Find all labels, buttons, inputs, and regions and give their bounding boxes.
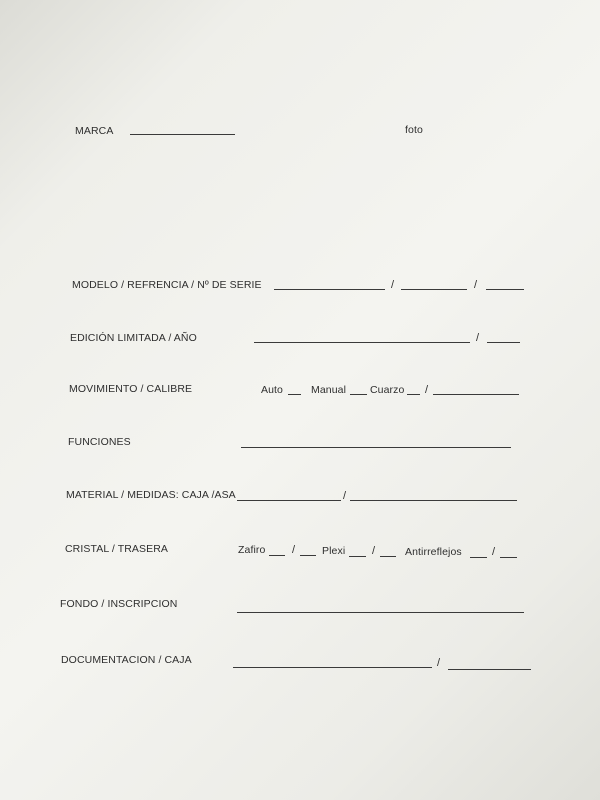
referencia-blank [401, 289, 467, 290]
caja-doc-blank [448, 669, 531, 670]
zafiro-slash: / [292, 544, 296, 556]
mov-auto-label: Auto [261, 384, 283, 396]
cristal-zafiro-label: Zafiro [238, 544, 266, 556]
modelo-label: MODELO / REFRENCIA / Nº DE SERIE [72, 279, 262, 291]
mov-auto-blank [288, 394, 301, 395]
movimiento-slash: / [425, 384, 429, 396]
modelo-slash-2: / [474, 279, 478, 291]
documentacion-slash: / [437, 657, 441, 669]
cristal-label: CRISTAL / TRASERA [65, 543, 169, 555]
mov-manual-label: Manual [311, 384, 347, 396]
plexi-slash: / [372, 545, 376, 557]
modelo-blank [274, 289, 385, 290]
cristal-antirreflejos-label: Antirreflejos [405, 546, 462, 558]
zafiro-blank-1 [269, 555, 285, 556]
mov-manual-blank [350, 394, 367, 395]
fondo-label: FONDO / INSCRIPCION [60, 598, 178, 610]
material-label: MATERIAL / MEDIDAS: CAJA /ASA [66, 489, 236, 501]
plexi-blank-1 [349, 556, 366, 557]
zafiro-blank-2 [300, 555, 316, 556]
antirreflejos-blank-1 [470, 557, 487, 558]
cristal-plexi-label: Plexi [322, 545, 346, 557]
foto-label: foto [405, 124, 423, 136]
funciones-label: FUNCIONES [68, 436, 131, 448]
funciones-blank [241, 447, 511, 448]
edicion-blank [254, 342, 470, 343]
plexi-blank-2 [380, 556, 396, 557]
documentacion-blank [233, 667, 432, 668]
fondo-blank [237, 612, 524, 613]
marca-label: MARCA [75, 125, 114, 137]
caja-blank [237, 500, 341, 501]
edicion-label: EDICIÓN LIMITADA / AÑO [70, 332, 197, 344]
documentacion-label: DOCUMENTACION / CAJA [61, 654, 192, 666]
antirreflejos-slash: / [492, 546, 496, 558]
movimiento-label: MOVIMIENTO / CALIBRE [69, 383, 193, 395]
asa-blank [350, 500, 517, 501]
modelo-slash-1: / [391, 279, 395, 291]
ano-blank [487, 342, 520, 343]
mov-cuarzo-label: Cuarzo [370, 384, 405, 396]
calibre-blank [433, 394, 519, 395]
mov-cuarzo-blank [407, 394, 420, 395]
marca-blank [130, 134, 235, 135]
edicion-slash: / [476, 332, 480, 344]
antirreflejos-blank-2 [500, 557, 517, 558]
serie-blank [486, 289, 524, 290]
material-slash: / [343, 490, 347, 502]
